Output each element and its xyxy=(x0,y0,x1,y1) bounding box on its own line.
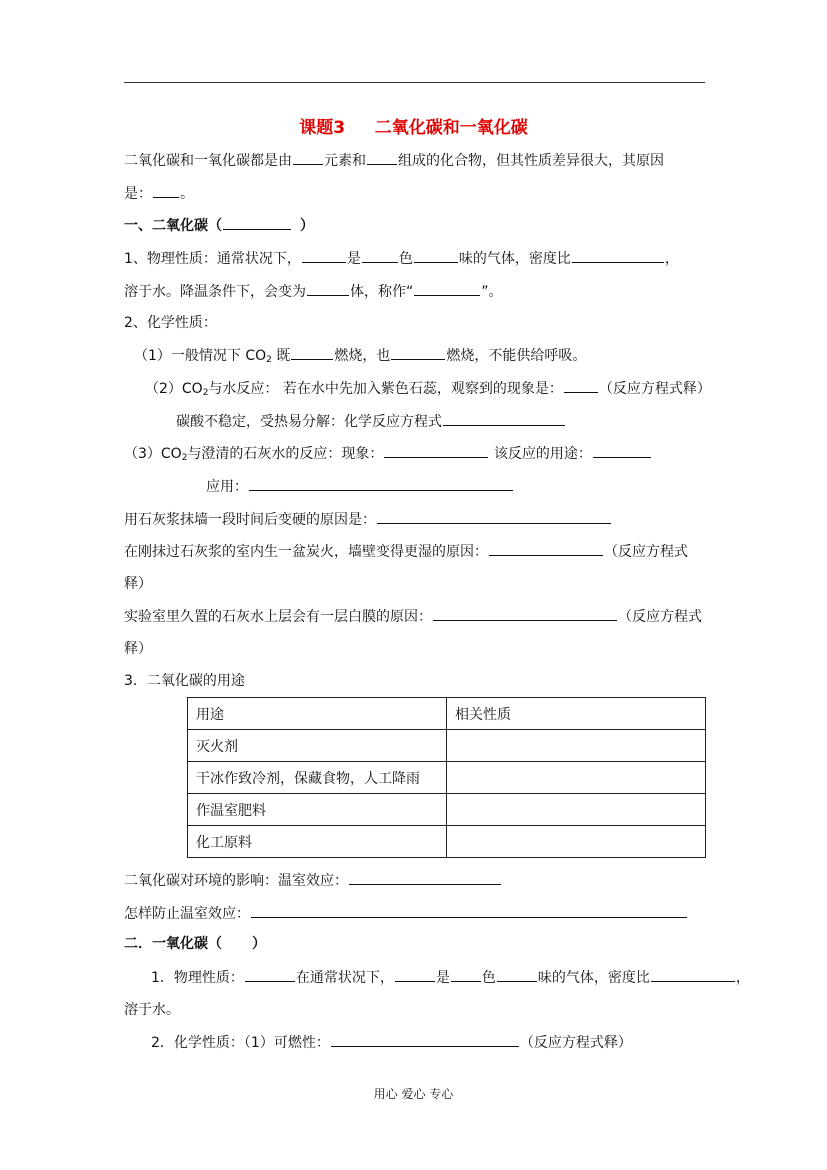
section-1-heading: 一、二氧化碳（ ） xyxy=(124,215,314,236)
blank[interactable] xyxy=(291,345,333,360)
blank[interactable] xyxy=(245,967,295,982)
table-header: 相关性质 xyxy=(447,698,706,730)
uses-heading: 3．二氧化碳的用途 xyxy=(124,673,245,689)
blank[interactable] xyxy=(395,967,435,982)
blank[interactable] xyxy=(651,967,735,982)
question-2: 在刚抹过石灰浆的室内生一盆炭火，墙壁变得更湿的原因： （反应方程式 xyxy=(124,541,688,562)
blank[interactable] xyxy=(384,443,488,458)
blank[interactable] xyxy=(153,183,179,198)
physical-properties-line-1: 1、物理性质：通常状况下， 是 色 味的气体，密度比 ， xyxy=(124,248,679,269)
table-header: 用途 xyxy=(188,698,447,730)
blank[interactable] xyxy=(302,248,346,263)
blank[interactable] xyxy=(489,541,603,556)
blank[interactable] xyxy=(349,870,501,885)
page-title: 课题3 二氧化碳和一氧化碳 xyxy=(299,118,528,138)
blank[interactable] xyxy=(572,248,664,263)
prevent-greenhouse: 怎样防止温室效应： xyxy=(124,903,688,924)
header-rule xyxy=(124,82,705,83)
blank[interactable] xyxy=(593,443,651,458)
table-row xyxy=(188,794,706,826)
table-row xyxy=(188,762,706,794)
page-footer: 用心 爱心 专心 xyxy=(373,1087,454,1101)
question-2-cont: 释） xyxy=(124,576,152,592)
table-cell-answer[interactable] xyxy=(447,730,706,762)
intro-line-2: 是： 。 xyxy=(124,183,194,204)
blank[interactable] xyxy=(362,248,398,263)
table-row xyxy=(188,826,706,858)
blank[interactable] xyxy=(249,476,513,491)
blank[interactable] xyxy=(564,378,598,393)
table-cell-answer[interactable] xyxy=(447,794,706,826)
table-cell: 化工原料 xyxy=(188,826,447,858)
question-3-cont: 释） xyxy=(124,641,152,657)
blank[interactable] xyxy=(414,248,458,263)
physical-properties-line-2: 溶于水。降温条件下，会变为 体，称作“ ”。 xyxy=(124,281,503,302)
co-physical-properties-cont: 溶于水。 xyxy=(124,1002,180,1018)
environment-impact: 二氧化碳对环境的影响：温室效应： xyxy=(124,870,502,891)
chem-prop-1: （1）一般情况下 $CO_2$ 既 燃烧，也 燃烧，不能供给呼吸。 xyxy=(134,345,586,366)
question-3: 实验室里久置的石灰水上层会有一层白膜的原因： （反应方程式 xyxy=(124,606,702,627)
uses-table xyxy=(187,697,706,858)
blank[interactable] xyxy=(293,150,323,165)
co-physical-properties: 1．物理性质： 在通常状况下， 是 色 味的气体，密度比 ， xyxy=(151,967,750,988)
chem-prop-3: $(3)CO_2$与澄清的石灰水的反应：现象： 该反应的用途： xyxy=(124,443,652,464)
table-cell: 干冰作致冷剂，保藏食物，人工降雨 xyxy=(188,762,447,794)
table-cell-answer[interactable] xyxy=(447,826,706,858)
blank[interactable] xyxy=(391,345,445,360)
co-chemical-properties: 2．化学性质：（1）可燃性： （反应方程式释） xyxy=(151,1032,632,1053)
blank[interactable] xyxy=(367,150,397,165)
blank[interactable] xyxy=(497,967,537,982)
blank[interactable] xyxy=(414,281,480,296)
blank[interactable] xyxy=(223,215,291,230)
table-cell: 作温室肥料 xyxy=(188,794,447,826)
table-cell: 灭火剂 xyxy=(188,730,447,762)
table-row xyxy=(188,730,706,762)
blank[interactable] xyxy=(377,509,611,524)
chem-prop-2b: 碳酸不稳定，受热易分解：化学反应方程式 xyxy=(176,411,566,432)
blank[interactable] xyxy=(307,281,349,296)
blank[interactable] xyxy=(451,967,481,982)
table-cell-answer[interactable] xyxy=(447,762,706,794)
question-1: 用石灰浆抹墙一段时间后变硬的原因是： xyxy=(124,509,612,530)
blank[interactable] xyxy=(433,606,617,621)
section-2-heading: 二．一氧化碳（ ） xyxy=(124,936,266,952)
chemical-properties-heading: 2、化学性质： xyxy=(124,315,217,331)
blank[interactable] xyxy=(331,1032,519,1047)
intro-line-1: 二氧化碳和一氧化碳都是由 元素和 组成的化合物，但其性质差异很大，其原因 xyxy=(124,150,664,171)
chem-prop-3b: 应用： xyxy=(206,476,514,497)
blank[interactable] xyxy=(443,411,565,426)
blank[interactable] xyxy=(251,903,687,918)
table-header-row xyxy=(188,698,706,730)
chem-prop-2: $(2)CO_2$与水反应： 若在水中先加入紫色石蕊，观察到的现象是： （反应方程式释） xyxy=(145,378,711,399)
